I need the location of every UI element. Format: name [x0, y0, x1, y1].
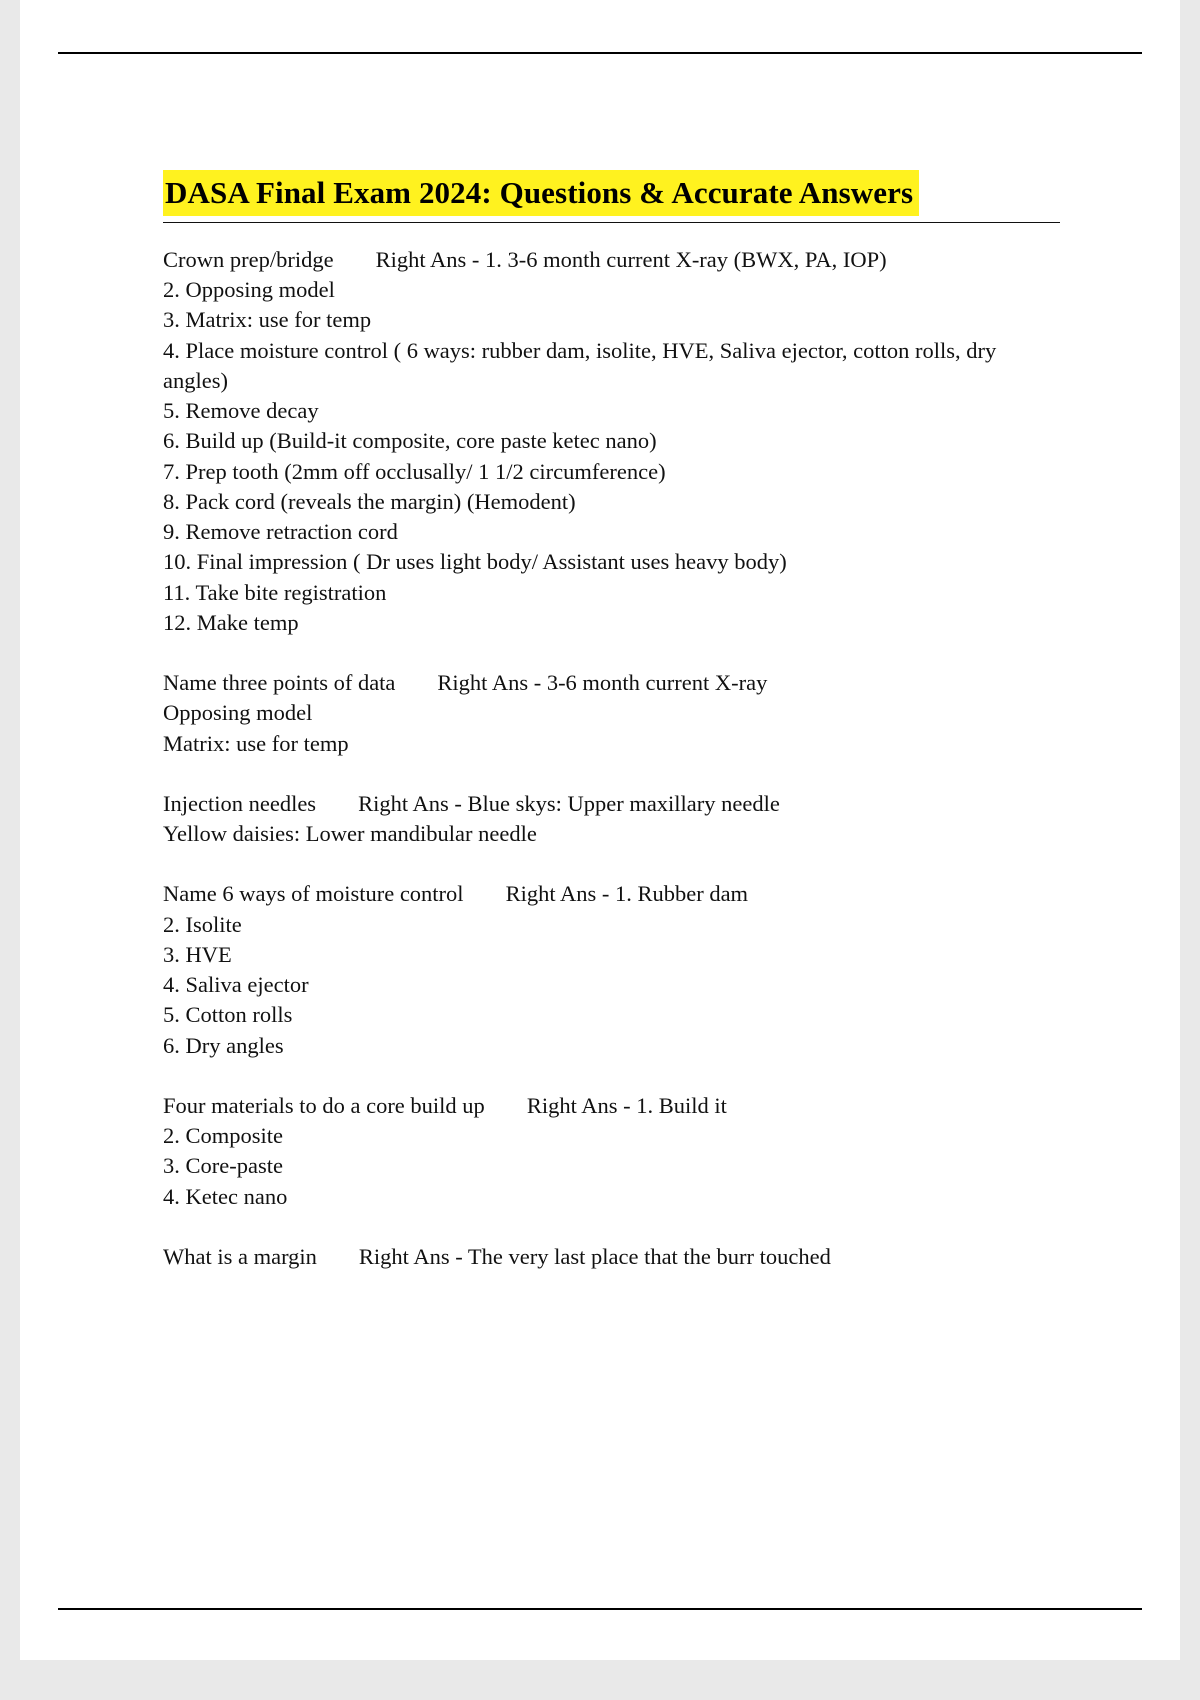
question-text: What is a margin — [163, 1243, 317, 1269]
answer-line: 12. Make temp — [163, 609, 299, 635]
question-text: Name three points of data — [163, 670, 396, 696]
question-text: Injection needles — [163, 790, 317, 816]
answer-line: Yellow daisies: Lower mandibular needle — [163, 821, 537, 847]
qa-question-line — [163, 1242, 1060, 1272]
answer-line: 3. Core-paste — [163, 1153, 283, 1179]
answer-line: 7. Prep tooth (2mm off occlusally/ 1 1/2 circumference) — [163, 458, 666, 484]
answer-text: Right Ans - The very last place that the burr touched — [358, 1243, 831, 1269]
answer-line: 5. Cotton rolls — [163, 1002, 293, 1028]
answer-line: 4. Ketec nano — [163, 1183, 288, 1209]
question-text: Crown prep/bridge — [163, 246, 334, 272]
qa-block — [163, 1242, 1060, 1272]
title-underline — [163, 222, 1060, 223]
footer-rule — [58, 1608, 1142, 1610]
answer-text: Right Ans - 1. Rubber dam — [505, 881, 749, 907]
answer-line: 11. Take bite registration — [163, 579, 387, 605]
answer-line: Opposing model — [163, 700, 313, 726]
document-page — [20, 0, 1180, 1660]
answer-line: 10. Final impression ( Dr uses light body/ Assistant uses heavy body) — [163, 549, 787, 575]
qa-question-line — [163, 1091, 1060, 1121]
answer-text: Right Ans - 1. 3-6 month current X-ray (BWX, PA, IOP) — [375, 246, 887, 272]
qa-question-line — [163, 789, 1060, 819]
answer-line: 4. Saliva ejector — [163, 972, 309, 998]
header-rule — [58, 52, 1142, 54]
answer-line: 3. HVE — [163, 941, 232, 967]
answer-line: 6. Dry angles — [163, 1032, 284, 1058]
qa-block — [163, 668, 1060, 759]
answer-line: 6. Build up (Build-it composite, core paste ketec nano) — [163, 428, 657, 454]
qa-question-line — [163, 879, 1060, 909]
answer-text: Right Ans - Blue skys: Upper maxillary needle — [358, 790, 780, 816]
question-text: Four materials to do a core build up — [163, 1092, 485, 1118]
answer-line: 5. Remove decay — [163, 398, 319, 424]
qa-block — [163, 245, 1060, 638]
qa-question-line — [163, 245, 1060, 275]
answer-line: 3. Matrix: use for temp — [163, 307, 372, 333]
page-title: DASA Final Exam 2024: Questions & Accurate Answers — [163, 170, 919, 216]
answer-text: Right Ans - 3-6 month current X-ray — [437, 670, 768, 696]
document-content — [163, 170, 1060, 1302]
question-text: Name 6 ways of moisture control — [163, 881, 464, 907]
answer-line: 8. Pack cord (reveals the margin) (Hemodent) — [163, 488, 576, 514]
answer-line: Matrix: use for temp — [163, 730, 349, 756]
answer-text: Right Ans - 1. Build it — [526, 1092, 727, 1118]
qa-question-line — [163, 668, 1060, 698]
answer-line: 9. Remove retraction cord — [163, 519, 398, 545]
qa-block — [163, 1091, 1060, 1212]
qa-block-list — [163, 245, 1060, 1272]
answer-line: 2. Isolite — [163, 911, 242, 937]
qa-block — [163, 879, 1060, 1061]
answer-line: 2. Opposing model — [163, 277, 335, 303]
answer-line: 4. Place moisture control ( 6 ways: rubber dam, isolite, HVE, Saliva ejector, cotton rolls, dry angles) — [163, 337, 1002, 393]
qa-block — [163, 789, 1060, 850]
answer-line: 2. Composite — [163, 1123, 284, 1149]
